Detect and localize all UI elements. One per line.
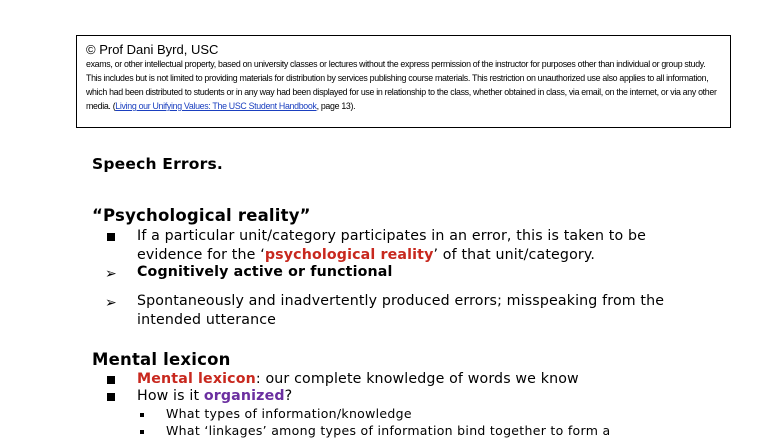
copyright-text: exams, or other intellectual property, based on university classes or lectures without the express permission of the instructor for purposes other than individual or group study. This includes but is not limited to providing materials for distribution by services publishing course materials. This restriction on unauthorized use also applies to all information, which had been distributed to students or in any way had been displayed for use in relationship to the class, whether obtained in class, via email, on the internet, or via any other media. ( bbox=[86, 59, 717, 112]
section-heading-psychological-reality: “Psychological reality” bbox=[92, 206, 311, 225]
bullet-text: : our complete knowledge of words we know bbox=[255, 371, 579, 387]
copyright-notice bbox=[76, 35, 731, 128]
square-bullet-icon bbox=[107, 393, 115, 401]
handbook-link[interactable]: Living our Unifying Values: The USC Student Handbook bbox=[115, 101, 317, 112]
sub-bullet-icon bbox=[140, 430, 144, 434]
arrow-item-spontaneous-errors: Spontaneously and inadvertently produced errors; misspeaking from the intended utterance bbox=[137, 293, 665, 328]
bullet-psychological-reality bbox=[137, 227, 697, 264]
bullet-text: How is it bbox=[137, 388, 204, 404]
bullet-mental-lexicon bbox=[137, 370, 697, 389]
arrow-bullet-icon: ➢ bbox=[105, 295, 117, 311]
square-bullet-icon bbox=[107, 233, 115, 241]
copyright-tail: , page 13). bbox=[316, 101, 356, 112]
highlight-organized: organized bbox=[203, 388, 285, 404]
sub-item-information-types: What types of information/knowledge bbox=[166, 406, 412, 421]
arrow-bullet-icon: ➢ bbox=[105, 266, 117, 282]
highlight-mental-lexicon: Mental lexicon bbox=[137, 371, 256, 387]
bullet-tail: ? bbox=[284, 388, 293, 404]
square-bullet-icon bbox=[107, 376, 115, 384]
slide-title: Speech Errors. bbox=[92, 155, 223, 173]
bullet-organized bbox=[137, 387, 697, 406]
highlight-psychological-reality: psychological reality bbox=[264, 246, 434, 263]
sub-item-linkages: What ‘linkages’ among types of information bind together to form a bbox=[166, 423, 611, 438]
bullet-tail: ’ of that unit/category. bbox=[433, 246, 596, 263]
copyright-body bbox=[86, 58, 721, 114]
sub-bullet-icon bbox=[140, 413, 144, 417]
arrow-item-cognitively-active: Cognitively active or functional bbox=[137, 264, 393, 280]
copyright-title: © Prof Dani Byrd, USC bbox=[86, 42, 219, 57]
bullet-text: If a particular unit/category participates in an error, this is taken to be evidence for the ‘ bbox=[137, 228, 647, 263]
section-heading-mental-lexicon: Mental lexicon bbox=[92, 350, 231, 369]
